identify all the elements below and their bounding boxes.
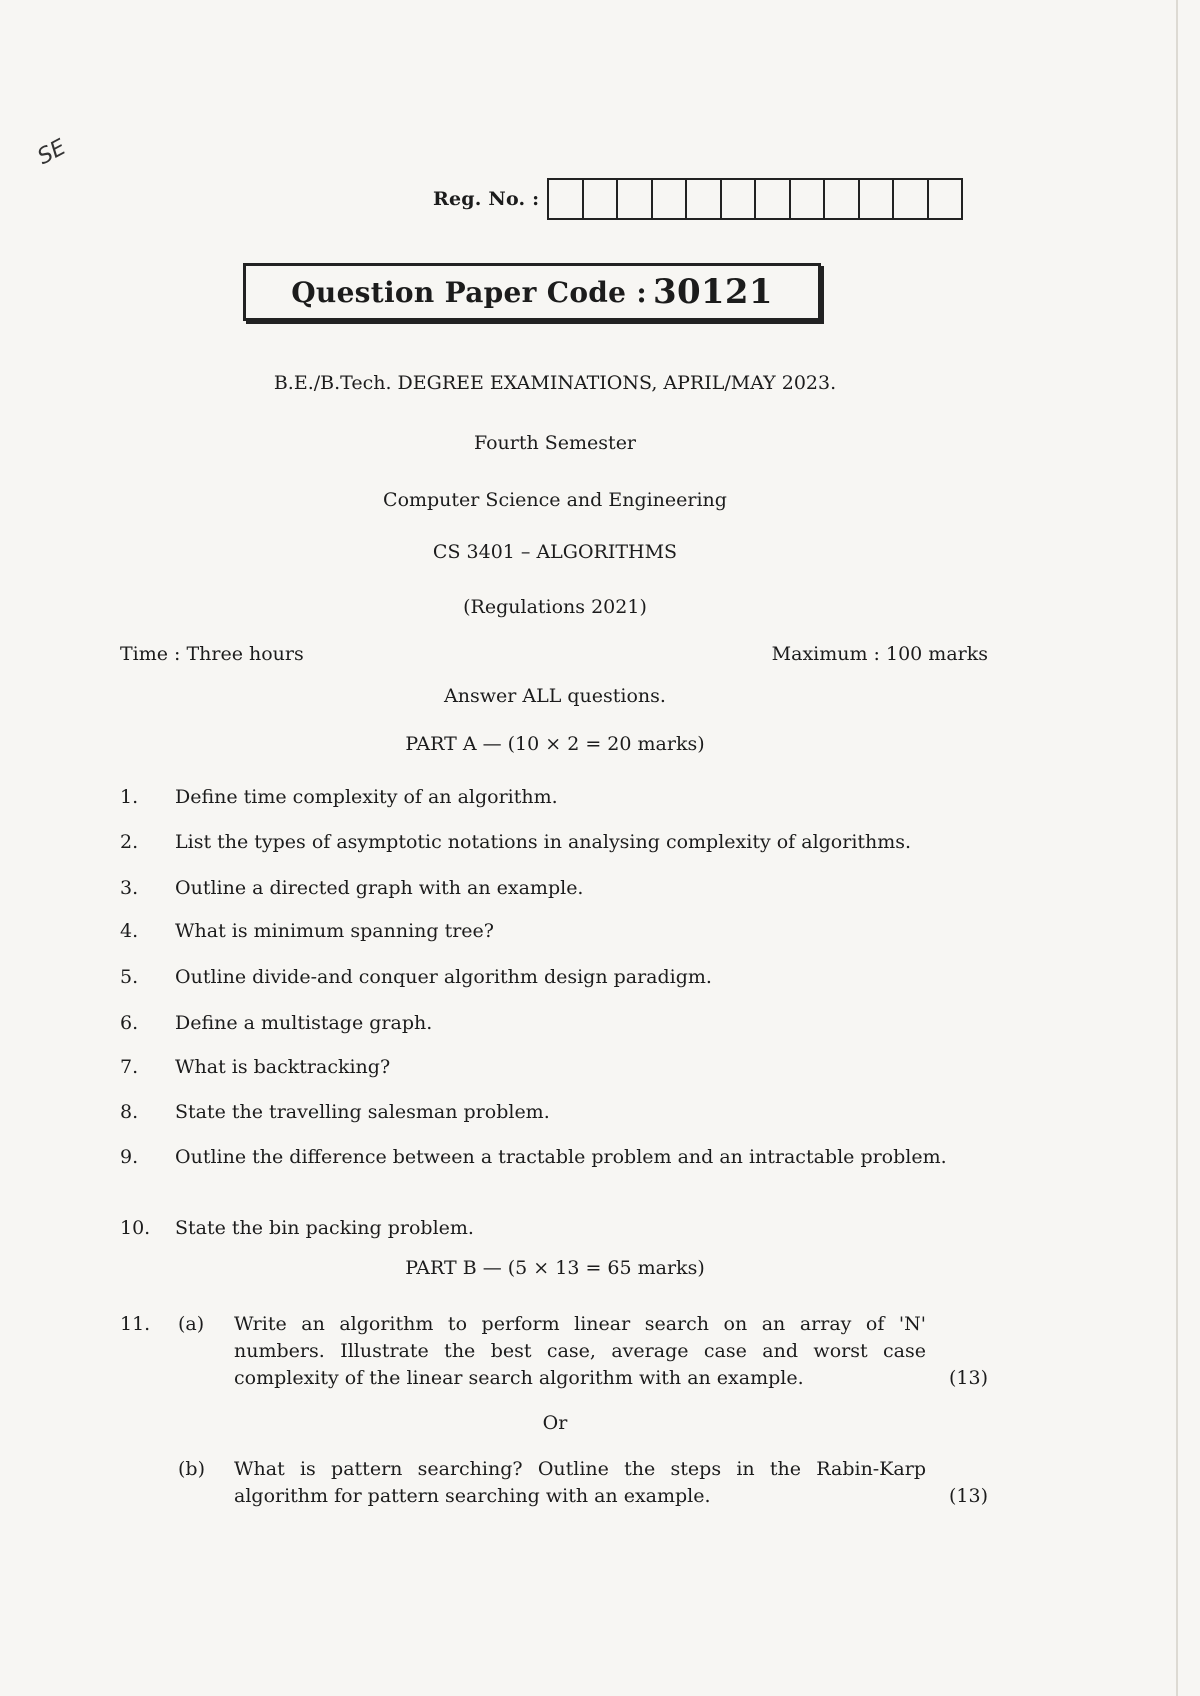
question-paper-code: 30121 [652, 272, 773, 312]
regulations: (Regulations 2021) [463, 596, 647, 618]
reg-no-box [860, 180, 895, 218]
reg-no-box [791, 180, 826, 218]
question-number: 6. [120, 1012, 139, 1034]
question-number: 2. [120, 831, 139, 853]
question-number: 7. [120, 1056, 139, 1078]
question-number: 10. [120, 1217, 151, 1239]
part-b-question-11a [120, 1311, 988, 1392]
question-text: Write an algorithm to perform linear search on an array of 'N' numbers. Illustrate the best case, average case and worst case complexity of the linear search algorithm with an example. [234, 1313, 926, 1389]
question-text: What is minimum spanning tree? [175, 920, 494, 942]
question-paper-code-box [243, 263, 821, 321]
part-b-question-11b [120, 1456, 988, 1510]
marks: (13) [948, 1485, 988, 1507]
part-a-question [120, 829, 988, 856]
question-paper-code-label: Question Paper Code : [291, 275, 647, 309]
reg-no-box [894, 180, 929, 218]
part-a-question [120, 875, 988, 902]
reg-no-field [433, 178, 963, 220]
reg-no-box [825, 180, 860, 218]
part-a-question [120, 1215, 988, 1242]
instruction: Answer ALL questions. [444, 685, 666, 707]
maximum-marks: Maximum : 100 marks [771, 643, 988, 665]
question-text: Define a multistage graph. [175, 1012, 433, 1034]
question-text: State the bin packing problem. [175, 1217, 474, 1239]
question-number: 4. [120, 920, 139, 942]
scan-edge [1176, 0, 1178, 1696]
part-a-question [120, 1054, 988, 1081]
question-text: Outline the difference between a tractable problem and an intractable problem. [175, 1146, 947, 1168]
question-number: 5. [120, 966, 139, 988]
reg-no-box [722, 180, 757, 218]
question-number: 3. [120, 877, 139, 899]
or-separator: Or [542, 1412, 568, 1434]
time-allowed: Time : Three hours [120, 643, 304, 665]
semester: Fourth Semester [473, 432, 637, 454]
part-a-question [120, 784, 988, 811]
sub-question-label: (b) [178, 1458, 205, 1480]
handwritten-mark: SE [33, 134, 71, 171]
question-text: Outline divide-and conquer algorithm design paradigm. [175, 966, 712, 988]
reg-no-box [584, 180, 619, 218]
reg-no-box [549, 180, 584, 218]
reg-no-box [653, 180, 688, 218]
question-number: 1. [120, 786, 139, 808]
reg-no-label: Reg. No. : [433, 188, 540, 210]
question-text: What is backtracking? [175, 1056, 391, 1078]
part-a-heading: PART A — (10 × 2 = 20 marks) [405, 733, 705, 755]
question-number: 9. [120, 1146, 139, 1168]
reg-no-box [618, 180, 653, 218]
question-number: 8. [120, 1101, 139, 1123]
part-a-question [120, 964, 988, 991]
marks: (13) [948, 1367, 988, 1389]
question-number: 11. [120, 1313, 151, 1335]
question-text: State the travelling salesman problem. [175, 1101, 550, 1123]
question-text: Outline a directed graph with an example. [175, 877, 584, 899]
reg-no-box [929, 180, 964, 218]
part-a-question [120, 918, 988, 945]
exam-title: B.E./B.Tech. DEGREE EXAMINATIONS, APRIL/MAY 2023. [273, 372, 837, 394]
reg-no-box [687, 180, 722, 218]
part-b-heading: PART B — (5 × 13 = 65 marks) [405, 1257, 705, 1279]
question-text: Define time complexity of an algorithm. [175, 786, 558, 808]
reg-no-box [756, 180, 791, 218]
reg-no-boxes [547, 178, 963, 220]
course-title: CS 3401 – ALGORITHMS [432, 541, 678, 563]
question-text: List the types of asymptotic notations in analysing complexity of algorithms. [175, 831, 912, 853]
part-a-question [120, 1144, 988, 1171]
department: Computer Science and Engineering [383, 489, 727, 511]
part-a-question [120, 1099, 988, 1126]
question-text: What is pattern searching? Outline the steps in the Rabin-Karp algorithm for pattern searching with an example. [234, 1458, 926, 1507]
part-a-question [120, 1010, 988, 1037]
time-marks-row [120, 643, 988, 665]
sub-question-label: (a) [178, 1313, 205, 1335]
